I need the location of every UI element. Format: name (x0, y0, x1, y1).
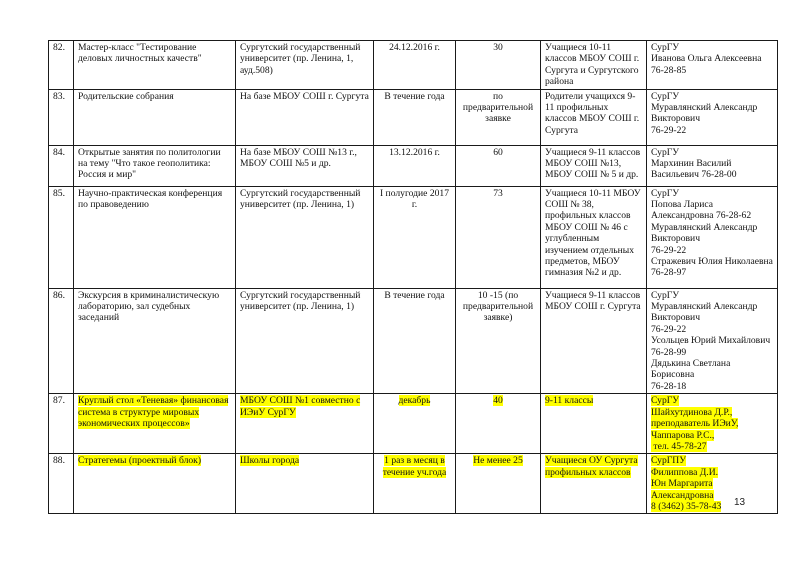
row-number: 82. (49, 41, 74, 90)
contact-line: СурГУ (651, 90, 680, 102)
highlighted-text: 40 (493, 395, 503, 407)
count-cell: 30 (456, 41, 541, 90)
venue-cell: Сургутский государственный университет (пр. Ленина, 1) (236, 186, 374, 288)
contact-line: СурГУ (651, 146, 680, 158)
count-cell (456, 454, 541, 514)
date-cell (374, 394, 456, 454)
event-cell: Мастер-класс "Тестирование деловых личностных качеств" (74, 41, 236, 90)
contact-line: Чаппарова Р.С., (651, 429, 715, 441)
participants-cell: Родители учащихся 9-11 профильных классов МБОУ СОШ г. Сургута (541, 89, 647, 145)
contact-line: Попова Лариса Александровна 76-28-62 (651, 199, 752, 222)
contacts-cell (647, 41, 778, 90)
date-cell: I полугодие 2017 г. (374, 186, 456, 288)
contact-line: 76-28-85 (651, 64, 687, 76)
event-cell: Научно-практическая конференция по правоведению (74, 186, 236, 288)
participants-cell: Учащиеся 10-11 МБОУ СОШ № 38, профильных классов МБОУ СОШ № 46 с углубленным изучением отдельных предметов, МБОУ гимназия №2 и др. (541, 186, 647, 288)
row-number: 83. (49, 89, 74, 145)
event-cell (74, 454, 236, 514)
event-cell: Экскурсия в криминалистическую лабораторию, зал судебных заседаний (74, 288, 236, 394)
table-row (49, 41, 778, 90)
table-row (49, 394, 778, 454)
contact-line: Филиппова Д.И. (651, 466, 719, 478)
highlighted-text: Не менее 25 (473, 455, 523, 467)
event-cell (74, 394, 236, 454)
event-cell: Открытые занятия по политологии на тему "Что такое геополитика: Россия и мир" (74, 145, 236, 186)
contact-line: Муравлянский Александр Викторович (651, 221, 758, 245)
date-cell: В течение года (374, 288, 456, 394)
venue-cell: Сургутский государственный университет (пр. Ленина, 1) (236, 288, 374, 394)
date-cell: 24.12.2016 г. (374, 41, 456, 90)
date-cell (374, 454, 456, 514)
contact-line: Шайхутдинова Д.Р., преподаватель ИЭиУ, (651, 406, 739, 430)
contact-line: СурГУ (651, 42, 680, 53)
highlighted-text: МБОУ СОШ №1 совместно с ИЭиУ СурГУ (240, 395, 361, 418)
contact-line: Иванова Ольга Алексеевна (651, 53, 762, 65)
venue-cell (236, 454, 374, 514)
participants-cell: Учащиеся 10-11 классов МБОУ СОШ г. Сургута и Сургутского района (541, 41, 647, 90)
contact-line: Усольцев Юрий Михайлович (651, 335, 771, 347)
contact-line: Муравлянский Александр Викторович (651, 301, 758, 324)
count-cell (456, 394, 541, 454)
contacts-cell (647, 186, 778, 288)
events-table (48, 40, 778, 514)
participants-cell: Учащиеся 9-11 классов МБОУ СОШ г. Сургута (541, 288, 647, 394)
contact-line: 76-29-22 (651, 323, 687, 335)
row-number: 86. (49, 288, 74, 394)
highlighted-text: Круглый стол «Теневая» финансовая система в структуре мировых экономических процессов» (78, 395, 229, 430)
venue-cell: Сургутский государственный университет (пр. Ленина, 1, ауд.508) (236, 41, 374, 90)
highlighted-text: декабрь (398, 395, 431, 407)
count-cell: 60 (456, 145, 541, 186)
count-cell: 10 -15 (по предварительной заявке) (456, 288, 541, 394)
participants-cell (541, 394, 647, 454)
contact-line: 76-28-99 (651, 346, 687, 358)
participants-cell: Учащиеся 9-11 классов МБОУ СОШ №13, МБОУ СОШ № 5 и др. (541, 145, 647, 186)
venue-cell: На базе МБОУ СОШ г. Сургута (236, 89, 374, 145)
table-row (49, 186, 778, 288)
table-row (49, 89, 778, 145)
event-cell: Родительские собрания (74, 89, 236, 145)
contacts-cell (647, 89, 778, 145)
contact-line: Дядькина Светлана Борисовна (651, 358, 731, 381)
table-row (49, 145, 778, 186)
row-number: 85. (49, 186, 74, 288)
row-number: 84. (49, 145, 74, 186)
contact-line: 8 (3462) 35-78-43 (651, 500, 722, 512)
contact-line: тел. 45-78-27 (651, 440, 707, 452)
contacts-cell (647, 288, 778, 394)
contact-line: 76-28-97 (651, 267, 687, 279)
contact-line: СурГУ (651, 289, 680, 301)
participants-cell (541, 454, 647, 514)
venue-cell: На базе МБОУ СОШ №13 г., МБОУ СОШ №5 и др. (236, 145, 374, 186)
contact-line: Юн Маргарита Александровна (651, 478, 714, 501)
contacts-cell (647, 454, 778, 514)
contact-line: Стражевич Юлия Николаевна (651, 256, 773, 268)
row-number: 88. (49, 454, 74, 514)
contact-line: СурГПУ (651, 455, 687, 467)
page-number: 13 (734, 497, 746, 508)
contact-line: Муравлянский Александр Викторович (651, 102, 758, 125)
contact-line: 76-29-22 (651, 244, 687, 256)
contact-line: 76-29-22 (651, 124, 687, 136)
date-cell: 13.12.2016 г. (374, 145, 456, 186)
contact-line: 76-28-18 (651, 380, 687, 392)
contact-line: СурГУ (651, 395, 680, 407)
highlighted-text: Учащиеся ОУ Сургута профильных классов (545, 455, 638, 478)
highlighted-text: Школы города (240, 455, 300, 467)
contact-line: СурГУ (651, 187, 680, 199)
highlighted-text: 9-11 классы (545, 395, 594, 407)
contacts-cell (647, 394, 778, 454)
contact-line: Мархинин Василий Васильевич 76-28-00 (651, 158, 737, 181)
count-cell: по предварительной заявке (456, 89, 541, 145)
contacts-cell (647, 145, 778, 186)
venue-cell (236, 394, 374, 454)
date-cell: В течение года (374, 89, 456, 145)
table-row (49, 454, 778, 514)
highlighted-text: 1 раз в месяц в течение уч.года (382, 455, 447, 478)
table-row (49, 288, 778, 394)
count-cell: 73 (456, 186, 541, 288)
highlighted-text: Стратегемы (проектный блок) (78, 455, 202, 467)
row-number: 87. (49, 394, 74, 454)
